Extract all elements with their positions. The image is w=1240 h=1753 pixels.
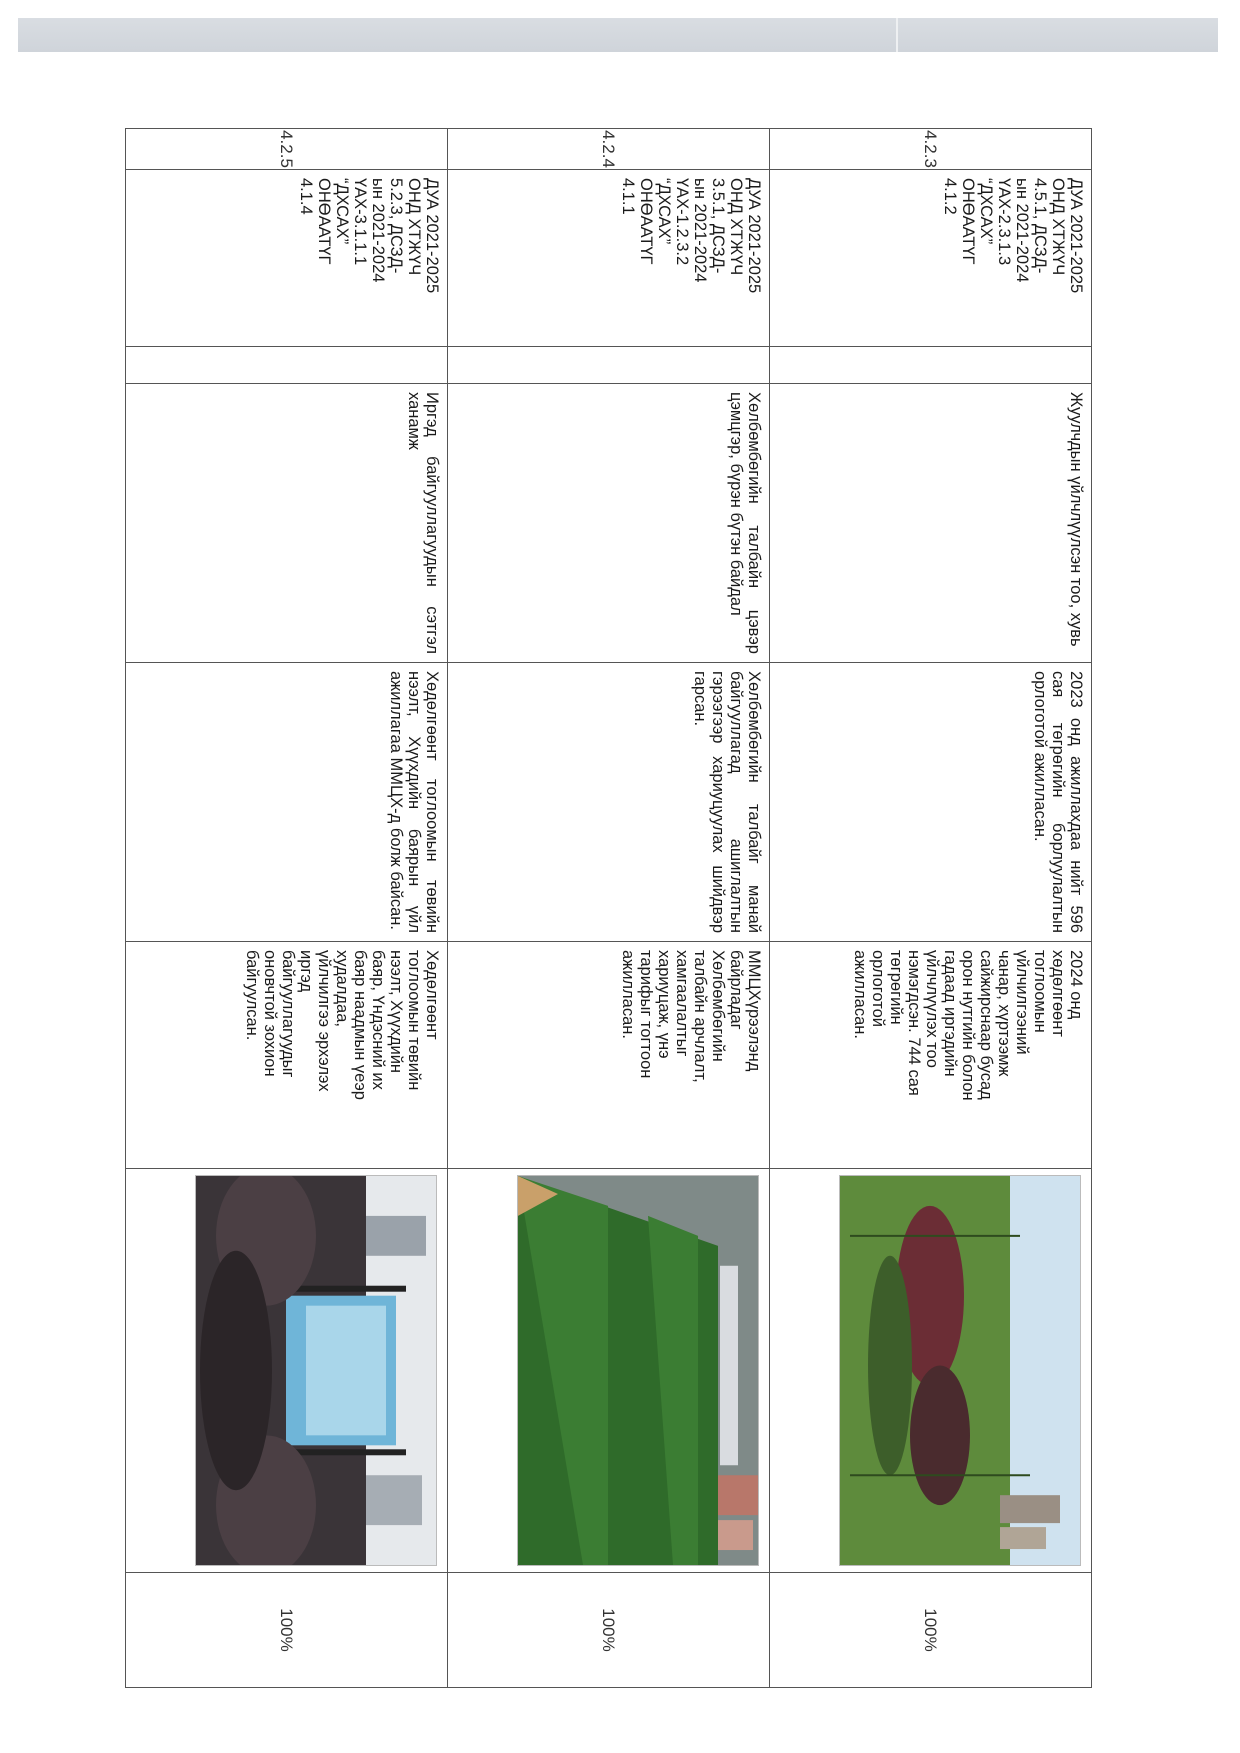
photo-cell bbox=[770, 1169, 1092, 1573]
note-line: үйлчлүүлэх тоо bbox=[923, 950, 941, 1068]
note-line: чанар, хүртээмж bbox=[995, 950, 1013, 1077]
reference-line: ын 2021-2024 bbox=[1013, 178, 1031, 283]
table-row bbox=[126, 129, 448, 1688]
indicator-text: Иргэд байгууллагуудын сэтгэл ханамж bbox=[405, 392, 441, 654]
reference-line: ын 2021-2024 bbox=[369, 178, 387, 283]
reference-line: ОНД ХТЖҮЧ bbox=[727, 178, 745, 276]
reference-line: “ДХСАХ” bbox=[977, 178, 995, 245]
row-number: 4.2.3 bbox=[770, 129, 1092, 170]
indicator-cell bbox=[770, 384, 1092, 663]
note-line: Хөлбөмбөгийн bbox=[709, 950, 727, 1062]
stage-crowd-photo bbox=[195, 1175, 437, 1566]
result-text: Хөдөлгөөнт тоглоомын төвийн нээлт, Хүүхдийн баярын үйл ажиллагаа ММЦХ-д болж байсан. bbox=[387, 671, 441, 933]
reference-line: 4.1.1 bbox=[619, 178, 637, 215]
empty-cell bbox=[126, 347, 448, 384]
reference-line: ҮАХ-1.2.3.2 bbox=[673, 178, 691, 266]
note-line: талбайн арчлалт, bbox=[691, 950, 709, 1083]
reference-line: ын 2021-2024 bbox=[691, 178, 709, 283]
park-crowd-photo bbox=[839, 1175, 1081, 1566]
note-line: ММЦХүрээлэнд bbox=[745, 950, 763, 1072]
note-line: байгуулсан. bbox=[243, 950, 261, 1041]
note-line: нээлт, Хүүхдийн bbox=[387, 950, 405, 1074]
note-line: баяр наадмын үеэр bbox=[351, 950, 369, 1100]
note-line: үйлчилгээ эрхэлэх bbox=[315, 950, 333, 1092]
reference-line: ДУА 2021-2025 bbox=[745, 178, 763, 294]
rotated-table-wrapper bbox=[125, 128, 1092, 1679]
reference-line: ОНӨААТҮГ bbox=[637, 178, 655, 265]
reference-line: 4.5.1, ДСЗД- bbox=[1031, 178, 1049, 274]
note-line: тарифыг тогтоон bbox=[637, 950, 655, 1079]
result-cell bbox=[770, 663, 1092, 942]
note-line: 2024 онд bbox=[1067, 950, 1085, 1020]
percent-cell: 100% bbox=[770, 1573, 1092, 1688]
note-cell bbox=[448, 942, 770, 1169]
photo-cell bbox=[126, 1169, 448, 1573]
reference-cell bbox=[448, 170, 770, 347]
note-line: хөдөлгөөнт bbox=[1049, 950, 1067, 1037]
percent-cell: 100% bbox=[126, 1573, 448, 1688]
reference-line: ҮАХ-3.1.1.1 bbox=[351, 178, 369, 266]
indicator-cell bbox=[126, 384, 448, 663]
empty-cell bbox=[448, 347, 770, 384]
empty-cell bbox=[770, 347, 1092, 384]
table-row bbox=[770, 129, 1092, 1688]
note-line: хамгаалалтыг bbox=[673, 950, 691, 1057]
reference-line: ДУА 2021-2025 bbox=[423, 178, 441, 294]
indicator-text: Хөлбөмбөгийн талбайн цэвэр цэмцгэр, бүрэн бүтэн байдал bbox=[727, 392, 763, 654]
note-line: байгууллагуудыг bbox=[279, 950, 297, 1078]
note-line: Хөдөлгөөнт bbox=[423, 950, 441, 1040]
football-field-photo bbox=[517, 1175, 759, 1566]
reference-cell bbox=[126, 170, 448, 347]
note-line: байрладаг bbox=[727, 950, 745, 1030]
result-text: 2023 онд ажиллахдаа нийт 596 сая төгрөгийн борлуулалтын орлоготой ажилласан. bbox=[1031, 671, 1085, 933]
table-row bbox=[448, 129, 770, 1688]
scan-header-strip bbox=[18, 18, 1218, 52]
note-line: ажилласан. bbox=[619, 950, 637, 1039]
note-line: тоглоомын bbox=[1031, 950, 1049, 1033]
reference-line: 3.5.1, ДСЗД- bbox=[709, 178, 727, 274]
note-cell bbox=[770, 942, 1092, 1169]
reference-line: 4.1.4 bbox=[297, 178, 315, 215]
note-line: орлоготой bbox=[869, 950, 887, 1028]
note-line: орон нутгийн болон bbox=[959, 950, 977, 1101]
note-line: тоглоомын төвийн bbox=[405, 950, 423, 1091]
progress-table bbox=[125, 128, 1092, 1688]
note-line: худалдаа, bbox=[333, 950, 351, 1027]
note-line: хариуцаж, үнэ bbox=[655, 950, 673, 1059]
reference-line: ОНӨААТҮГ bbox=[315, 178, 333, 265]
reference-line: 4.1.2 bbox=[941, 178, 959, 215]
note-line: гадаад иргэдийн bbox=[941, 950, 959, 1077]
reference-line: ДУА 2021-2025 bbox=[1067, 178, 1085, 294]
note-line: ажилласан. bbox=[851, 950, 869, 1039]
result-cell bbox=[126, 663, 448, 942]
note-line: нэмэгдсэн. 744 сая bbox=[905, 950, 923, 1096]
note-cell bbox=[126, 942, 448, 1169]
note-line: үйлчилгээний bbox=[1013, 950, 1031, 1055]
reference-line: ОНӨААТҮГ bbox=[959, 178, 977, 265]
reference-line: “ДХСАХ” bbox=[333, 178, 351, 245]
indicator-text: Жуулчдын үйлчлүүлсэн тоо, хувь bbox=[1067, 392, 1085, 647]
note-line: оновчтой зохион bbox=[261, 950, 279, 1077]
indicator-cell bbox=[448, 384, 770, 663]
reference-line: ОНД ХТЖҮЧ bbox=[405, 178, 423, 276]
note-line: төгрөгийн bbox=[887, 950, 905, 1025]
note-line: баяр, Үндэсний их bbox=[369, 950, 387, 1090]
note-line: сайжирснаар бусад bbox=[977, 950, 995, 1100]
reference-cell bbox=[770, 170, 1092, 347]
result-text: Хөлбөмбөгийн талбайг манай байгууллагад ашиглалтын гэрээгээр хариуцуулах шийдвэр гарсан. bbox=[691, 671, 763, 933]
percent-cell: 100% bbox=[448, 1573, 770, 1688]
reference-line: 5.2.3, ДСЗД- bbox=[387, 178, 405, 274]
strip-seam bbox=[896, 18, 898, 52]
note-line: иргэд bbox=[297, 950, 315, 993]
reference-line: ҮАХ-2.3.1.3 bbox=[995, 178, 1013, 266]
row-number: 4.2.4 bbox=[448, 129, 770, 170]
reference-line: “ДХСАХ” bbox=[655, 178, 673, 245]
reference-line: ОНД ХТЖҮЧ bbox=[1049, 178, 1067, 276]
result-cell bbox=[448, 663, 770, 942]
photo-cell bbox=[448, 1169, 770, 1573]
row-number: 4.2.5 bbox=[126, 129, 448, 170]
